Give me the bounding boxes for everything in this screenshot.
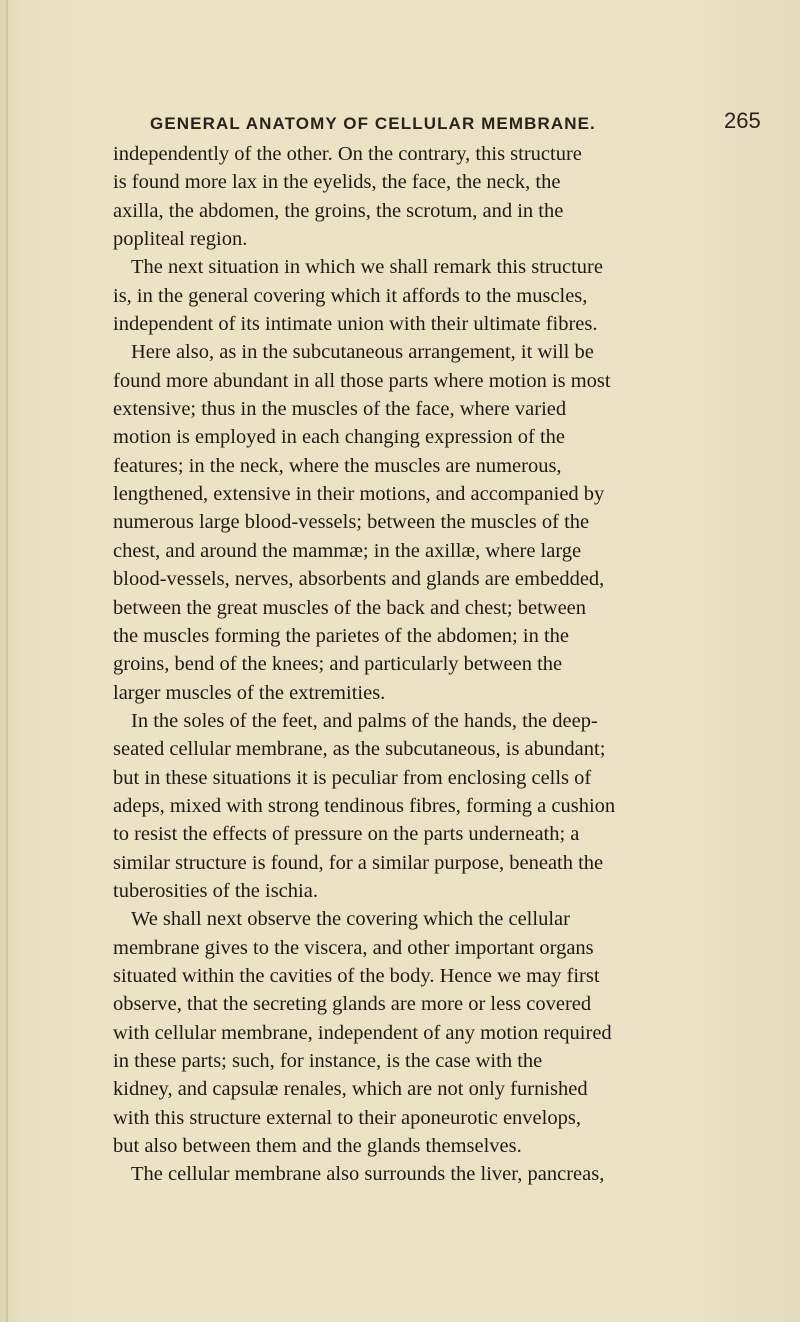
text-line: In the soles of the feet, and palms of the hands, the deep- <box>131 709 598 732</box>
text-line: popliteal region. <box>113 228 248 251</box>
text-line: motion is employed in each changing expression of the <box>113 426 566 449</box>
running-head: GENERAL ANATOMY OF CELLULAR MEMBRANE. <box>150 114 596 133</box>
text-line: membrane gives to the viscera, and other important organs <box>113 936 594 959</box>
text-line: larger muscles of the extremities. <box>113 681 386 704</box>
text-line: chest, and around the mammæ; in the axillæ, where large <box>113 539 582 562</box>
text-line: The next situation in which we shall remark this structure <box>131 256 603 279</box>
text-line: between the great muscles of the back and chest; between <box>113 596 587 619</box>
text-line: the muscles forming the parietes of the abdomen; in the <box>113 624 569 647</box>
text-line: lengthened, extensive in their motions, and accompanied by <box>113 483 605 506</box>
text-line: to resist the effects of pressure on the parts underneath; a <box>113 823 580 846</box>
text-line: Here also, as in the subcutaneous arrangement, it will be <box>131 341 594 364</box>
text-line: with cellular membrane, independent of any motion required <box>113 1021 612 1044</box>
text-line: is found more lax in the eyelids, the face, the neck, the <box>113 171 561 194</box>
text-line: blood-vessels, nerves, absorbents and glands are embedded, <box>113 568 605 591</box>
text-line: similar structure is found, for a similar purpose, beneath the <box>113 851 604 874</box>
text-line: groins, bend of the knees; and particularly between the <box>113 653 563 676</box>
page-gutter <box>6 0 8 1322</box>
text-line: independent of its intimate union with their ultimate fibres. <box>113 313 598 336</box>
text-line: observe, that the secreting glands are more or less covered <box>113 993 592 1016</box>
text-line: is, in the general covering which it affords to the muscles, <box>113 284 588 307</box>
text-line: but also between them and the glands themselves. <box>113 1135 522 1158</box>
text-line: situated within the cavities of the body. Hence we may first <box>113 964 600 987</box>
text-line: kidney, and capsulæ renales, which are not only furnished <box>113 1078 588 1101</box>
body-text <box>113 140 793 1189</box>
text-line: numerous large blood-vessels; between the muscles of the <box>113 511 590 534</box>
text-line: The cellular membrane also surrounds the liver, pancreas, <box>131 1163 605 1186</box>
text-line: found more abundant in all those parts where motion is most <box>113 369 611 392</box>
text-line: seated cellular membrane, as the subcutaneous, is abundant; <box>113 738 606 761</box>
page-number: 265 <box>724 108 761 133</box>
text-line: axilla, the abdomen, the groins, the scrotum, and in the <box>113 199 564 222</box>
page-header <box>150 108 780 138</box>
text-line: with this structure external to their aponeurotic envelops, <box>113 1106 581 1129</box>
text-line: features; in the neck, where the muscles are numerous, <box>113 454 562 477</box>
text-line: We shall next observe the covering which the cellular <box>131 908 570 931</box>
text-line: extensive; thus in the muscles of the face, where varied <box>113 398 567 421</box>
text-line: tuberosities of the ischia. <box>113 879 318 902</box>
text-line: but in these situations it is peculiar from enclosing cells of <box>113 766 592 789</box>
text-line: in these parts; such, for instance, is the case with the <box>113 1050 543 1072</box>
text-line: adeps, mixed with strong tendinous fibres, forming a cushion <box>113 794 616 817</box>
text-line: independently of the other. On the contrary, this structure <box>113 143 582 165</box>
